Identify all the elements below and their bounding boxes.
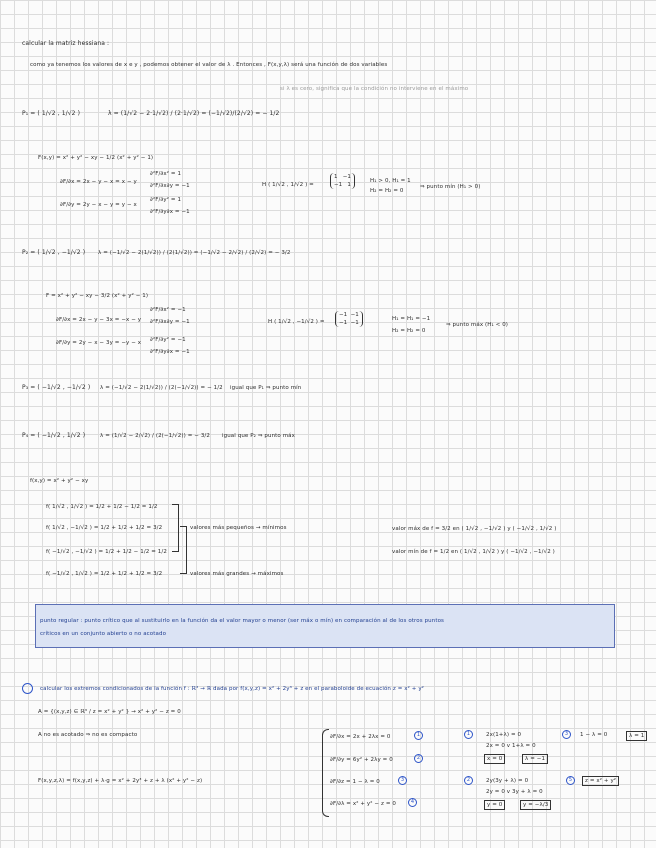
p4-result: igual que P₂ ⇒ punto máx	[222, 433, 296, 439]
p2-second-2: ∂²F/∂x∂y = −1	[150, 319, 190, 325]
f-eval-2: f( 1/√2 , −1/√2 ) = 1/2 + 1/2 + 1/2 = 3/2	[46, 525, 163, 531]
p2-hessian-label: H ( 1/√2 , −1/√2 ) =	[268, 319, 325, 325]
line-note-lambda: si λ es cero, significa que la condición no interviene en el máximo	[280, 86, 469, 92]
step-4b: 2y = 0 v 3y + λ = 0	[486, 789, 543, 795]
label-big-values: valores más grandes → máximos	[190, 571, 284, 577]
step-4d: y = −λ/3	[520, 800, 551, 810]
p1-second-3: ∂²F/∂y² = 1	[150, 197, 182, 203]
p1-second-4: ∂²F/∂y∂x = −1	[150, 209, 190, 215]
step-5: z = x² + y²	[582, 776, 619, 786]
p2-m11: −1	[339, 312, 348, 318]
step-number-5: 5	[566, 776, 575, 785]
line-heading: calcular la matriz hessiana :	[22, 40, 110, 47]
p2-function: F = x² + y² − xy − 3/2 (x² + y² − 1)	[46, 293, 149, 299]
eq-number-1: 1	[414, 731, 423, 740]
p2-result: ⇒ punto máx (H₁ < 0)	[446, 322, 509, 328]
p1-result: ⇒ punto mín (H₁ > 0)	[420, 184, 481, 190]
p3-result: igual que P₁ ⇒ punto mín	[230, 385, 302, 391]
f-eval-1: f( 1/√2 , 1/√2 ) = 1/2 + 1/2 − 1/2 = 1/2	[46, 504, 158, 510]
p1-point: P₁ = ( 1/√2 , 1/√2 )	[22, 110, 81, 117]
note-line-1: punto regular : punto crítico que al sustituirlo en la función da el valor mayor o menor (ser máx o mín) en comparación al de los otros puntos	[40, 618, 445, 624]
p2-dFdy: ∂F/∂y = 2y − x − 3y = −y − x	[56, 340, 142, 346]
step-3b: 1 − λ = 0	[580, 732, 608, 738]
p2-point: P₂ = ( 1/√2 , −1/√2 )	[22, 249, 86, 256]
brace-big	[180, 526, 187, 574]
eq-4: ∂F/∂λ = x² + y² − z = 0	[330, 801, 396, 807]
eq-number-4: 4	[408, 798, 417, 807]
p2-m21: −1	[339, 320, 348, 326]
step-4a: 2y(3y + λ) = 0	[486, 778, 529, 784]
eq-number-2: 2	[414, 754, 423, 763]
p2-lambda: λ = (−1/√2 − 2(1/√2)) / (2(1/√2)) = (−1/√2 − 2/√2) / (2/√2) = − 3/2	[98, 250, 291, 256]
p2-second-4: ∂²F/∂y∂x = −1	[150, 349, 190, 355]
max-value: valor máx de f = 3/2 en ( 1/√2 , −1/√2 ) y ( −1/√2 , 1/√2 )	[392, 526, 557, 532]
p2-second-1: ∂²F/∂x² = −1	[150, 307, 186, 313]
p1-m22: 1	[347, 182, 351, 188]
brace-small	[172, 504, 179, 552]
p3-lambda: λ = (−1/√2 − 2(1/√2)) / (2(−1/√2)) = − 1/2	[100, 385, 223, 391]
p1-second-1: ∂²F/∂x² = 1	[150, 171, 182, 177]
definition-note-box	[35, 604, 615, 648]
p1-h1: H₁ > 0, H₁ = 1	[370, 178, 411, 184]
p2-hessian-matrix	[335, 311, 363, 327]
step-number-1: 1	[464, 730, 473, 739]
f-eval-4: f( −1/√2 , 1/√2 ) = 1/2 + 1/2 + 1/2 = 3/2	[46, 571, 163, 577]
step-3c: λ = 1	[626, 731, 647, 741]
step-number-3: 3	[562, 730, 571, 739]
p4-point: P₄ = ( −1/√2 , 1/√2 )	[22, 432, 86, 439]
step-1c: x = 0	[484, 754, 505, 764]
p1-h2: H₂ = H₂ = 0	[370, 188, 404, 194]
note-line-2: críticos en un conjunto abierto o no acotado	[40, 631, 167, 637]
p1-hessian-matrix	[330, 173, 355, 189]
line-intro: como ya tenemos los valores de x e y , podemos obtener el valor de λ . Entonces , F(x,y,λ) será una función de dos variables	[30, 62, 388, 68]
eq-2: ∂F/∂y = 6y² + 2λy = 0	[330, 757, 393, 763]
p2-m22: −1	[350, 320, 359, 326]
lagrangian: F(x,y,z,λ) = f(x,y,z) + λ·g = x² + 2y³ + z + λ (x² + y² − z)	[38, 778, 203, 784]
exercise-2-statement: calcular los extremos condicionados de la función f : ℝ³ → ℝ dada por f(x,y,z) = x² + 2y³ + z en el paraboloide de ecuación z = x² + y²	[40, 686, 424, 692]
p1-m12: −1	[342, 174, 351, 180]
step-1a: 2x(1+λ) = 0	[486, 732, 522, 738]
label-small-values: valores más pequeños → mínimos	[190, 525, 287, 531]
p3-point: P₃ = ( −1/√2 , −1/√2 )	[22, 384, 91, 391]
eq-3: ∂F/∂z = 1 − λ = 0	[330, 779, 380, 785]
exercise-bullet-icon	[22, 683, 33, 694]
p2-second-3: ∂²F/∂y² = −1	[150, 337, 186, 343]
min-value: valor mín de f = 1/2 en ( 1/√2 , 1/√2 ) y ( −1/√2 , −1/√2 )	[392, 549, 555, 555]
p1-dFdy: ∂F/∂y = 2y − x − y = y − x	[60, 202, 137, 208]
eq-number-3: 3	[398, 776, 407, 785]
step-1d: λ = −1	[522, 754, 548, 764]
p2-dFdx: ∂F/∂x = 2x − y − 3x = −x − y	[56, 317, 142, 323]
p1-m11: 1	[334, 174, 338, 180]
eq-1: ∂F/∂x = 2x + 2λx = 0	[330, 734, 391, 740]
p2-h2: H₂ = H₂ = 0	[392, 328, 426, 334]
p2-h1: H₁ = H₁ = −1	[392, 316, 431, 322]
p1-dFdx: ∂F/∂x = 2x − y − x = x − y	[60, 179, 137, 185]
f-definition: f(x,y) = x² + y² − xy	[30, 478, 89, 484]
set-A: A = {(x,y,z) ∈ ℝ³ / z = x² + y² } → x² + y² − z = 0	[38, 709, 181, 715]
step-number-2: 2	[464, 776, 473, 785]
not-compact: A no es acotado ⇒ no es compacto	[38, 732, 138, 738]
p1-hessian-label: H ( 1/√2 , 1/√2 ) =	[262, 182, 314, 188]
p1-function: F(x,y) = x² + y² − xy − 1/2 (x² + y² − 1)	[38, 155, 154, 161]
p2-m12: −1	[350, 312, 359, 318]
p4-lambda: λ = (1/√2 − 2/√2) / (2(−1/√2)) = − 3/2	[100, 433, 210, 439]
f-eval-3: f( −1/√2 , −1/√2 ) = 1/2 + 1/2 − 1/2 = 1/2	[46, 549, 167, 555]
step-4c: y = 0	[484, 800, 505, 810]
p1-second-2: ∂²F/∂x∂y = −1	[150, 183, 190, 189]
system-brace	[322, 729, 329, 817]
p1-lambda: λ = (1/√2 − 2·1/√2) / (2·1/√2) = (−1/√2)/(2/√2) = − 1/2	[108, 110, 280, 117]
p1-m21: −1	[334, 182, 343, 188]
step-1b: 2x = 0 v 1+λ = 0	[486, 743, 536, 749]
